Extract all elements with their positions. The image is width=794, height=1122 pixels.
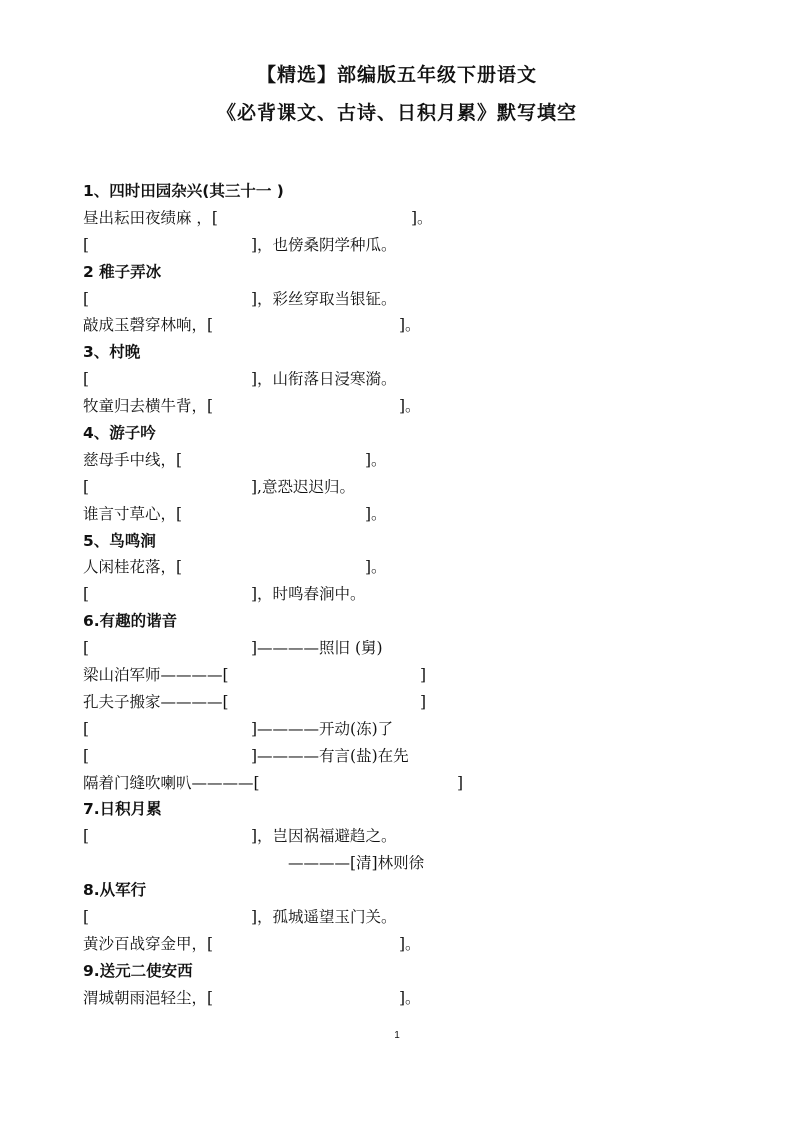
line-text: [ bbox=[83, 827, 90, 846]
fill-in-line bbox=[83, 931, 763, 958]
fill-in-line bbox=[83, 232, 763, 259]
line-text-end: ]。 bbox=[399, 316, 421, 335]
line-text-end: ]————有言(盐)在先 bbox=[251, 746, 409, 765]
line-text-end: ]，山衔落日浸寒漪。 bbox=[251, 370, 397, 389]
section-heading: 7.日积月累 bbox=[83, 800, 162, 819]
line-text: [ bbox=[83, 477, 90, 496]
fill-in-line bbox=[83, 554, 763, 581]
document-subtitle: 《必背课文、古诗、日积月累》默写填空 bbox=[216, 102, 577, 124]
line-text: [ bbox=[83, 235, 90, 254]
worksheet-body bbox=[83, 178, 763, 1012]
fill-in-line bbox=[83, 743, 763, 770]
line-text: 孔夫子搬家————[ bbox=[83, 692, 229, 711]
section-heading: 2 稚子弄冰 bbox=[83, 262, 162, 281]
section-heading: 4、游子吟 bbox=[83, 424, 156, 443]
fill-in-line bbox=[83, 286, 763, 313]
line-text: 梁山泊军师————[ bbox=[83, 666, 229, 685]
line-text: 渭城朝雨浥轻尘，[ bbox=[83, 988, 214, 1007]
line-text-end: ]。 bbox=[399, 988, 421, 1007]
section-heading: 5、鸟鸣涧 bbox=[83, 531, 156, 550]
line-text-end: ] bbox=[420, 692, 427, 711]
line-text-end: ]，岂因祸福避趋之。 bbox=[251, 827, 397, 846]
fill-in-line bbox=[83, 770, 763, 797]
line-text-end: ]。 bbox=[365, 450, 387, 469]
line-text: [ bbox=[83, 585, 90, 604]
fill-in-line bbox=[83, 716, 763, 743]
line-text: 牧童归去横牛背，[ bbox=[83, 397, 214, 416]
line-text-end: ]，也傍桑阴学种瓜。 bbox=[251, 235, 397, 254]
line-text: [ bbox=[83, 639, 90, 658]
line-text-end: ]。 bbox=[411, 208, 433, 227]
fill-in-line bbox=[83, 366, 763, 393]
fill-in-line bbox=[83, 312, 763, 339]
line-text-end: ]。 bbox=[365, 504, 387, 523]
line-text: 慈母手中线，[ bbox=[83, 450, 183, 469]
line-text: 敲成玉磬穿林响，[ bbox=[83, 316, 214, 335]
fill-in-line bbox=[83, 581, 763, 608]
line-text: 人闲桂花落，[ bbox=[83, 558, 183, 577]
line-text: [ bbox=[83, 908, 90, 927]
fill-in-line bbox=[83, 635, 763, 662]
fill-in-line bbox=[83, 474, 763, 501]
line-text: [ bbox=[83, 746, 90, 765]
line-text-end: ] bbox=[420, 666, 427, 685]
section-heading: 6.有趣的谐音 bbox=[83, 612, 178, 631]
line-text-end: ],意恐迟迟归。 bbox=[251, 477, 355, 496]
line-text: [ bbox=[83, 719, 90, 738]
fill-in-line bbox=[83, 501, 763, 528]
section-heading: 1、四时田园杂兴(其三十一 ) bbox=[83, 182, 284, 200]
fill-in-line bbox=[83, 985, 763, 1012]
line-text: [ bbox=[83, 289, 90, 308]
fill-in-line bbox=[83, 447, 763, 474]
line-text-end: ]。 bbox=[399, 397, 421, 416]
line-text: [ bbox=[83, 370, 90, 389]
line-text-end: ]，时鸣春涧中。 bbox=[251, 585, 366, 604]
line-text-end: ]————照旧 (舅) bbox=[251, 639, 383, 658]
fill-in-line bbox=[83, 850, 763, 877]
section-heading: 9.送元二使安西 bbox=[83, 961, 193, 980]
line-text: 黄沙百战穿金甲，[ bbox=[83, 934, 214, 953]
line-text-end: ]。 bbox=[365, 558, 387, 577]
line-text: 隔着门缝吹喇叭————[ bbox=[83, 773, 260, 792]
fill-in-line bbox=[83, 662, 763, 689]
line-text-end: ]，孤城遥望玉门关。 bbox=[251, 908, 397, 927]
line-text-end: ]————开动(冻)了 bbox=[251, 719, 394, 738]
fill-in-line bbox=[83, 904, 763, 931]
fill-in-line bbox=[83, 689, 763, 716]
document-title: 【精选】部编版五年级下册语文 bbox=[256, 64, 537, 86]
line-text-end: ]，彩丝穿取当银钲。 bbox=[251, 289, 397, 308]
line-text: 昼出耘田夜绩麻 ，[ bbox=[83, 208, 218, 227]
fill-in-line bbox=[83, 823, 763, 850]
page-number: 1 bbox=[394, 1030, 400, 1041]
line-text: ————[清]林则徐 bbox=[288, 854, 425, 873]
line-text-end: ] bbox=[457, 773, 464, 792]
section-heading: 8.从军行 bbox=[83, 881, 147, 900]
line-text: 谁言寸草心，[ bbox=[83, 504, 183, 523]
fill-in-line bbox=[83, 393, 763, 420]
fill-in-line bbox=[83, 205, 763, 232]
line-text-end: ]。 bbox=[399, 934, 421, 953]
section-heading: 3、村晚 bbox=[83, 343, 141, 362]
